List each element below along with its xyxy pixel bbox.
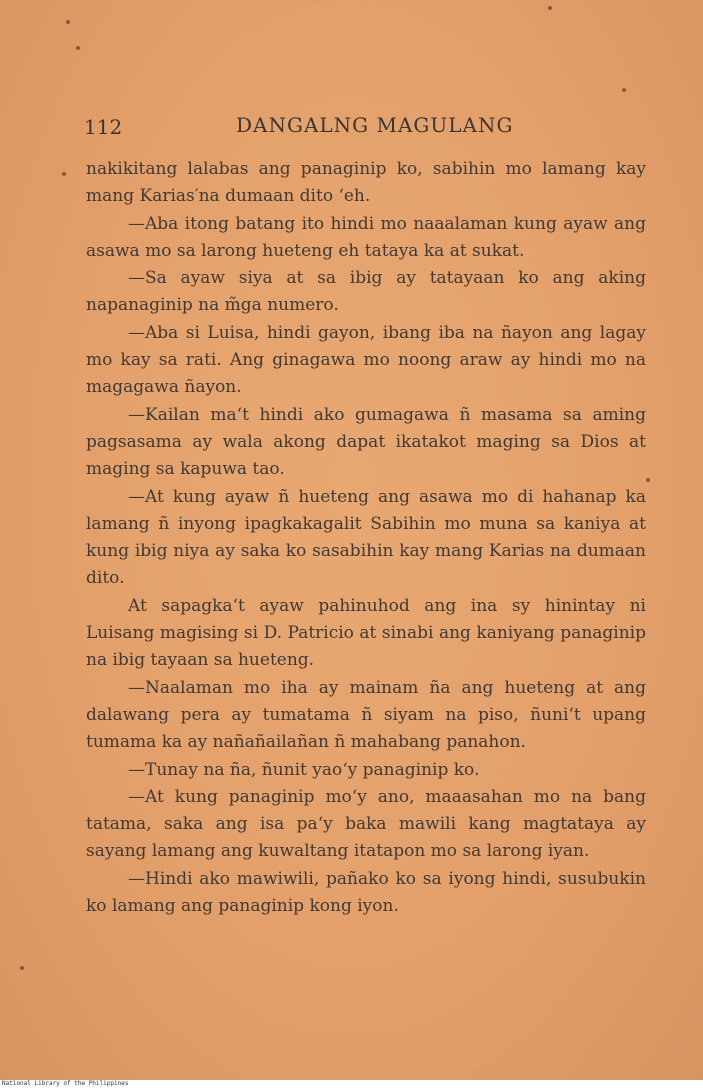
paragraph-9: —Tunay na ña, ñunit yao‘y panaginip ko.	[128, 759, 480, 780]
paper-speck	[66, 20, 70, 24]
paper-speck	[548, 6, 552, 10]
paper-speck	[622, 88, 626, 92]
page-header	[84, 113, 644, 143]
paper-speck	[62, 172, 66, 176]
paragraph-7: At sapagka‘t ayaw pahinuhod ang ina sy hinintay ni Luisang magising si D. Patricio at sinabi ang kaniyang panaginip na ibig tayaan sa hueteng.	[86, 595, 646, 671]
running-head-title: DANGALNG MAGULANG	[236, 113, 514, 137]
paragraph-4: —Aba si Luisa, hindi gayon, ibang iba na ñayon ang lagay mo kay sa rati. Ang ginagawa mo noong araw ay hindi mo na magagawa ñayon.	[86, 322, 646, 398]
body-text	[86, 156, 646, 920]
paragraph-2: —Aba itong batang ito hindi mo naaalaman kung ayaw ang asawa mo sa larong hueteng eh tataya ka at sukat.	[86, 213, 646, 261]
paragraph-8: —Naalaman mo iha ay mainam ña ang hueteng at ang dalawang pera ay tumatama ñ siyam na piso, ñuni‘t upang tumama ka ay nañañailañan ñ mahabang panahon.	[86, 677, 646, 753]
paper-speck	[646, 478, 650, 482]
paragraph-1: nakikitang lalabas ang panaginip ko, sabihin mo lamang kay mang Karias′na dumaan dito ‘eh.	[86, 159, 646, 207]
page-number: 112	[84, 115, 123, 139]
paragraph-10: —At kung panaginip mo‘y ano, maaasahan mo na bang tatama, saka ang isa pa‘y baka mawili kang magtataya ay sayang lamang ang kuwaltang itatapon mo sa larong iyan.	[86, 786, 646, 862]
paragraph-6: —At kung ayaw ñ hueteng ang asawa mo di hahanap ka lamang ñ inyong ipagkakagalit Sabihin mo muna sa kaniya at kung ibig niya ay saka ko sasabihin kay mang Karias na dumaan dito.	[86, 486, 646, 589]
paper-speck	[76, 46, 80, 50]
library-credit: National Library of the Philippines	[2, 1080, 129, 1087]
paragraph-5: —Kailan ma‘t hindi ako gumagawa ñ masama sa aming pagsasama ay wala akong dapat ikatakot maging sa Dios at maging sa kapuwa tao.	[86, 404, 646, 480]
paper-speck	[20, 966, 24, 970]
paragraph-3: —Sa ayaw siya at sa ibig ay tatayaan ko ang aking napanaginip na m̃ga numero.	[86, 268, 646, 316]
paragraph-11: —Hindi ako mawiwili, pañako ko sa iyong hindi, susubukin ko lamang ang panaginip kong iyon.	[86, 868, 646, 917]
